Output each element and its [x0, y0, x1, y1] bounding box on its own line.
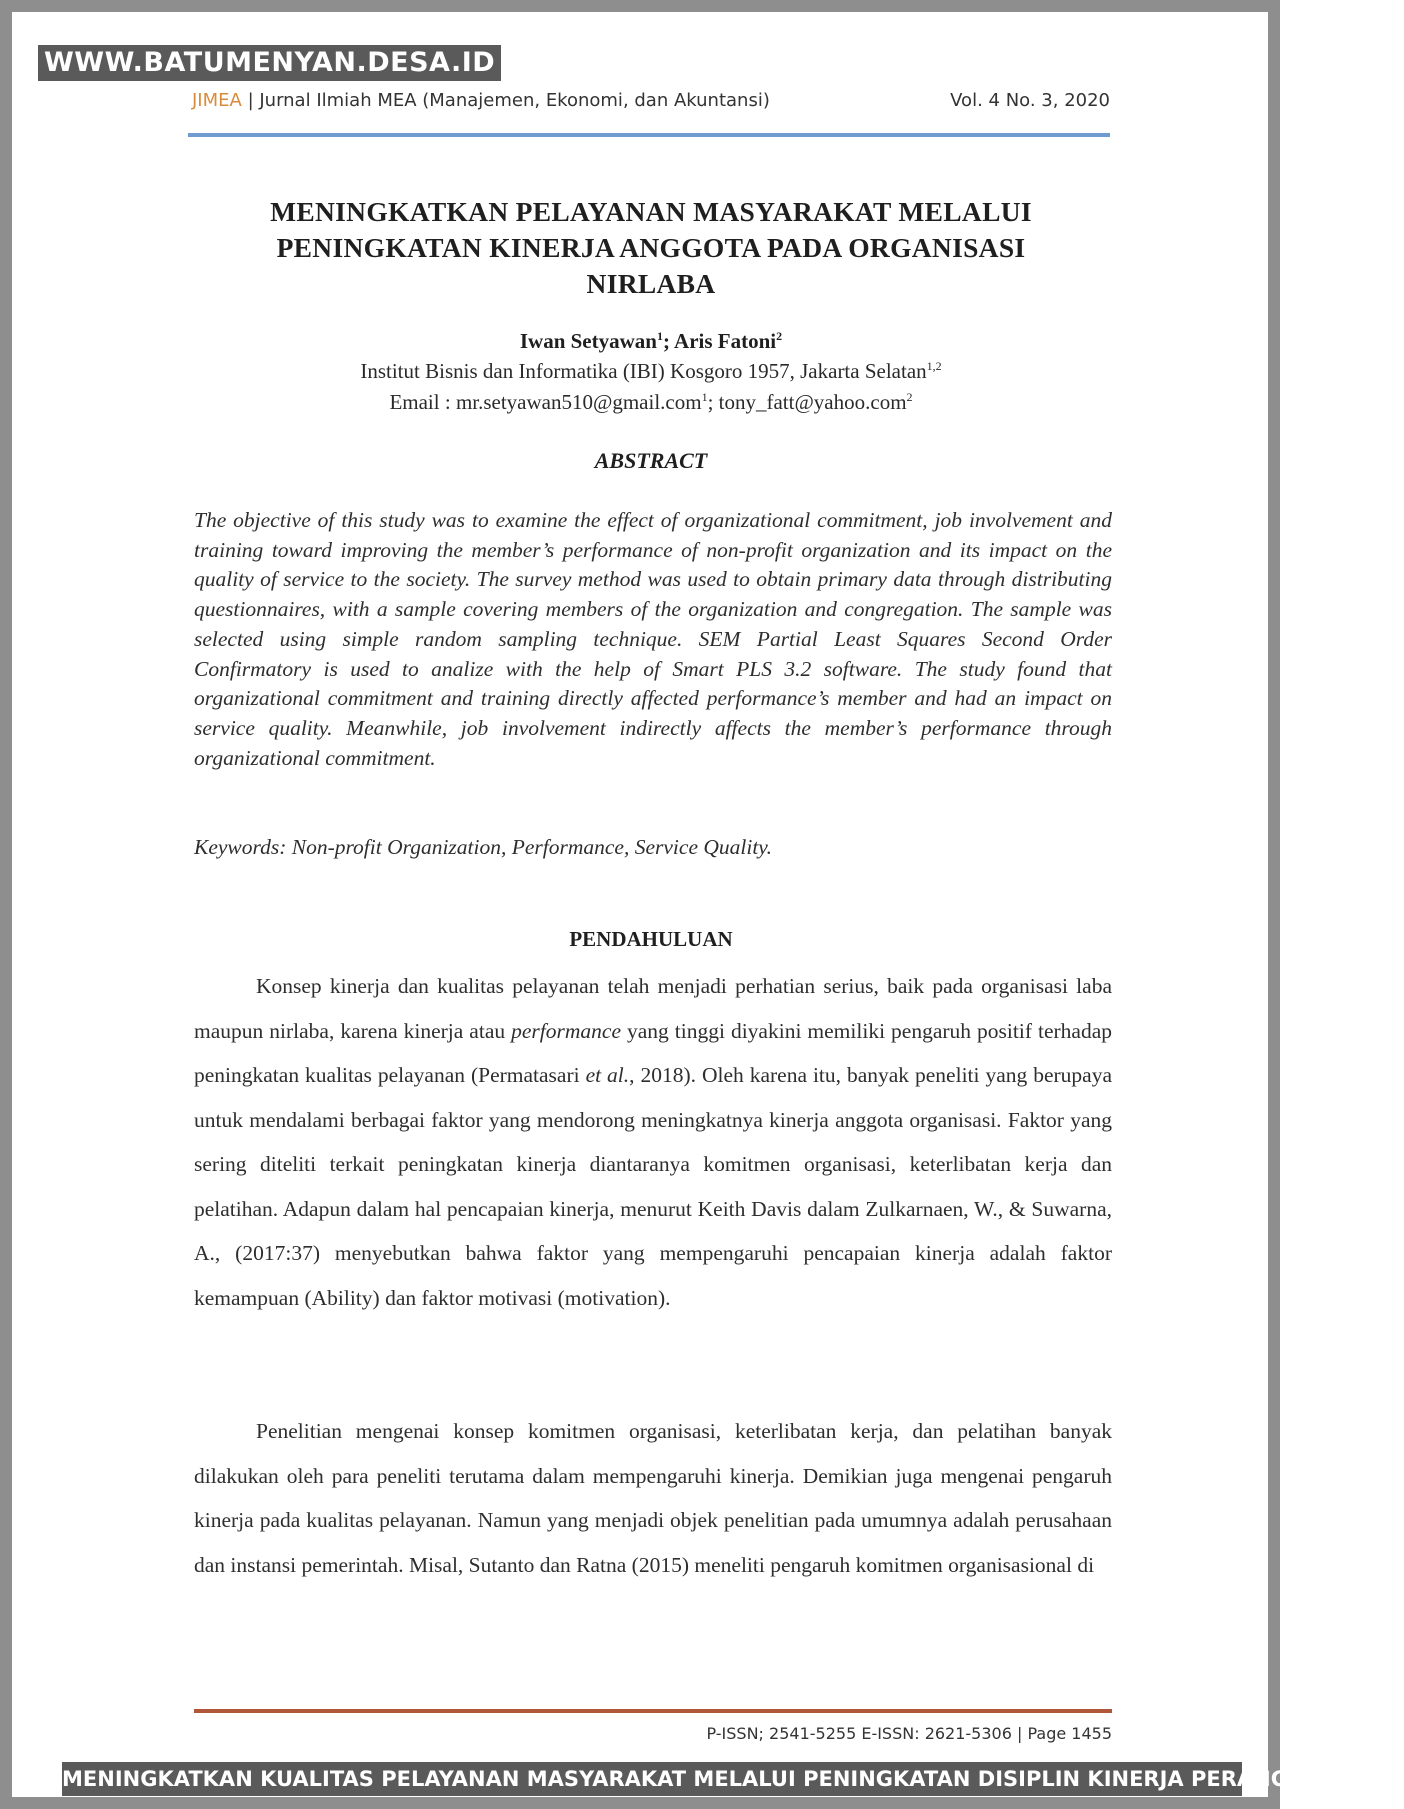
author-sup: 2 — [776, 329, 783, 343]
affiliation-text: Institut Bisnis dan Informatika (IBI) Kosgoro 1957, Jakarta Selatan — [360, 359, 927, 383]
watermark: WWW.BATUMENYAN.DESA.ID — [38, 45, 501, 81]
paragraph-emphasis: performance — [511, 1018, 621, 1043]
author-name: ; Aris Fatoni — [662, 329, 777, 353]
author-name: Iwan Setyawan — [519, 329, 657, 353]
email-text: Email : mr.setyawan510@gmail.com — [389, 390, 702, 414]
section-heading: PENDAHULUAN — [569, 927, 733, 951]
abstract-text: The objective of this study was to examine the effect of organizational commitment, job involvement and training toward improving the member’s performance of non-profit organization and its impact on the quality of service to the society. The survey method was used to obtain primary data through distributing questionnaires, with a sample covering members of the organization and congregation. The sample was selected using simple random sampling technique. SEM Partial Least Squares Second Order Confirmatory is used to analize with the help of Smart PLS 3.2 software. The study found that organizational commitment and training directly affected performance’s member and had an impact on service quality. Meanwhile, job involvement indirectly affects the member’s performance through organizational commitment. — [194, 508, 1112, 770]
caption-banner: MENINGKATKAN KUALITAS PELAYANAN MASYARAKAT MELALUI PENINGKATAN DISIPLIN KINERJA PERANGKAT DESA — [62, 1762, 1242, 1796]
paragraph-emphasis: et al. — [585, 1063, 630, 1087]
affiliation-sup: 1,2 — [926, 359, 942, 373]
authors — [192, 329, 1110, 354]
email-line — [192, 390, 1110, 415]
journal-full-name: | Jurnal Ilmiah MEA (Manajemen, Ekonomi, dan Akuntansi) — [241, 90, 770, 111]
journal-header — [192, 90, 1110, 111]
paper-title — [192, 194, 1110, 302]
paragraph-text: Konsep kinerja dan kualitas pelayanan telah menjadi perhatian serius, baik pada organisasi laba maupun nirlaba, karena kinerja atau — [194, 974, 1112, 1043]
email-text: ; tony_fatt@yahoo.com — [707, 390, 907, 414]
keywords: Keywords: Non-profit Organization, Performance, Service Quality. — [194, 835, 773, 859]
paragraph-text: , 2018). Oleh karena itu, banyak peneliti yang berupaya untuk mendalami berbagai faktor yang mendorong meningkatnya kinerja anggota organisasi. Faktor yang sering diteliti terkait peningkatan kinerja diantaranya komitmen organisasi, keterlibatan kerja dan pelatihan. Adapun dalam hal pencapaian kinerja, menurut Keith Davis dalam Zulkarnaen, W., & Suwarna, A., (2017:37) menyebutkan bahwa faktor yang mempengaruhi pencapaian kinerja adalah faktor kemampuan (Ability) dan faktor motivasi (motivation). — [194, 1063, 1112, 1310]
abstract-heading: ABSTRACT — [594, 448, 708, 473]
header-rule — [188, 133, 1110, 137]
affiliation — [192, 359, 1110, 384]
title-line: NIRLABA — [586, 268, 716, 299]
author-sup: 1 — [656, 329, 663, 343]
paragraph-text: yang tinggi diyakini memiliki pengaruh positif terhadap peningkatan kualitas pelayanan (Permatasari — [194, 1018, 1113, 1087]
journal-volume: Vol. 4 No. 3, 2020 — [950, 90, 1110, 111]
body-paragraph: Penelitian mengenai konsep komitmen organisasi, keterlibatan kerja, dan pelatihan banyak dilakukan oleh para peneliti terutama dalam mempengaruhi kinerja. Demikian juga mengenai pengaruh kinerja pada kualitas pelayanan. Namun yang menjadi objek penelitian pada umumnya adalah perusahaan dan instansi pemerintah. Misal, Sutanto dan Ratna (2015) meneliti pengaruh komitmen organisasional di — [194, 1419, 1112, 1577]
email-sup: 2 — [906, 390, 913, 404]
journal-abbr: JIMEA — [192, 90, 242, 111]
title-line: MENINGKATKAN PELAYANAN MASYARAKAT MELALUI — [270, 196, 1032, 227]
footer-issn: P-ISSN; 2541-5255 E-ISSN: 2621-5306 | Page 1455 — [706, 1724, 1112, 1743]
body-paragraph — [194, 964, 1112, 1320]
email-sup: 1 — [701, 390, 708, 404]
title-line: PENINGKATAN KINERJA ANGGOTA PADA ORGANISASI — [276, 232, 1026, 263]
journal-name — [192, 90, 770, 111]
footer-rule — [194, 1709, 1112, 1713]
